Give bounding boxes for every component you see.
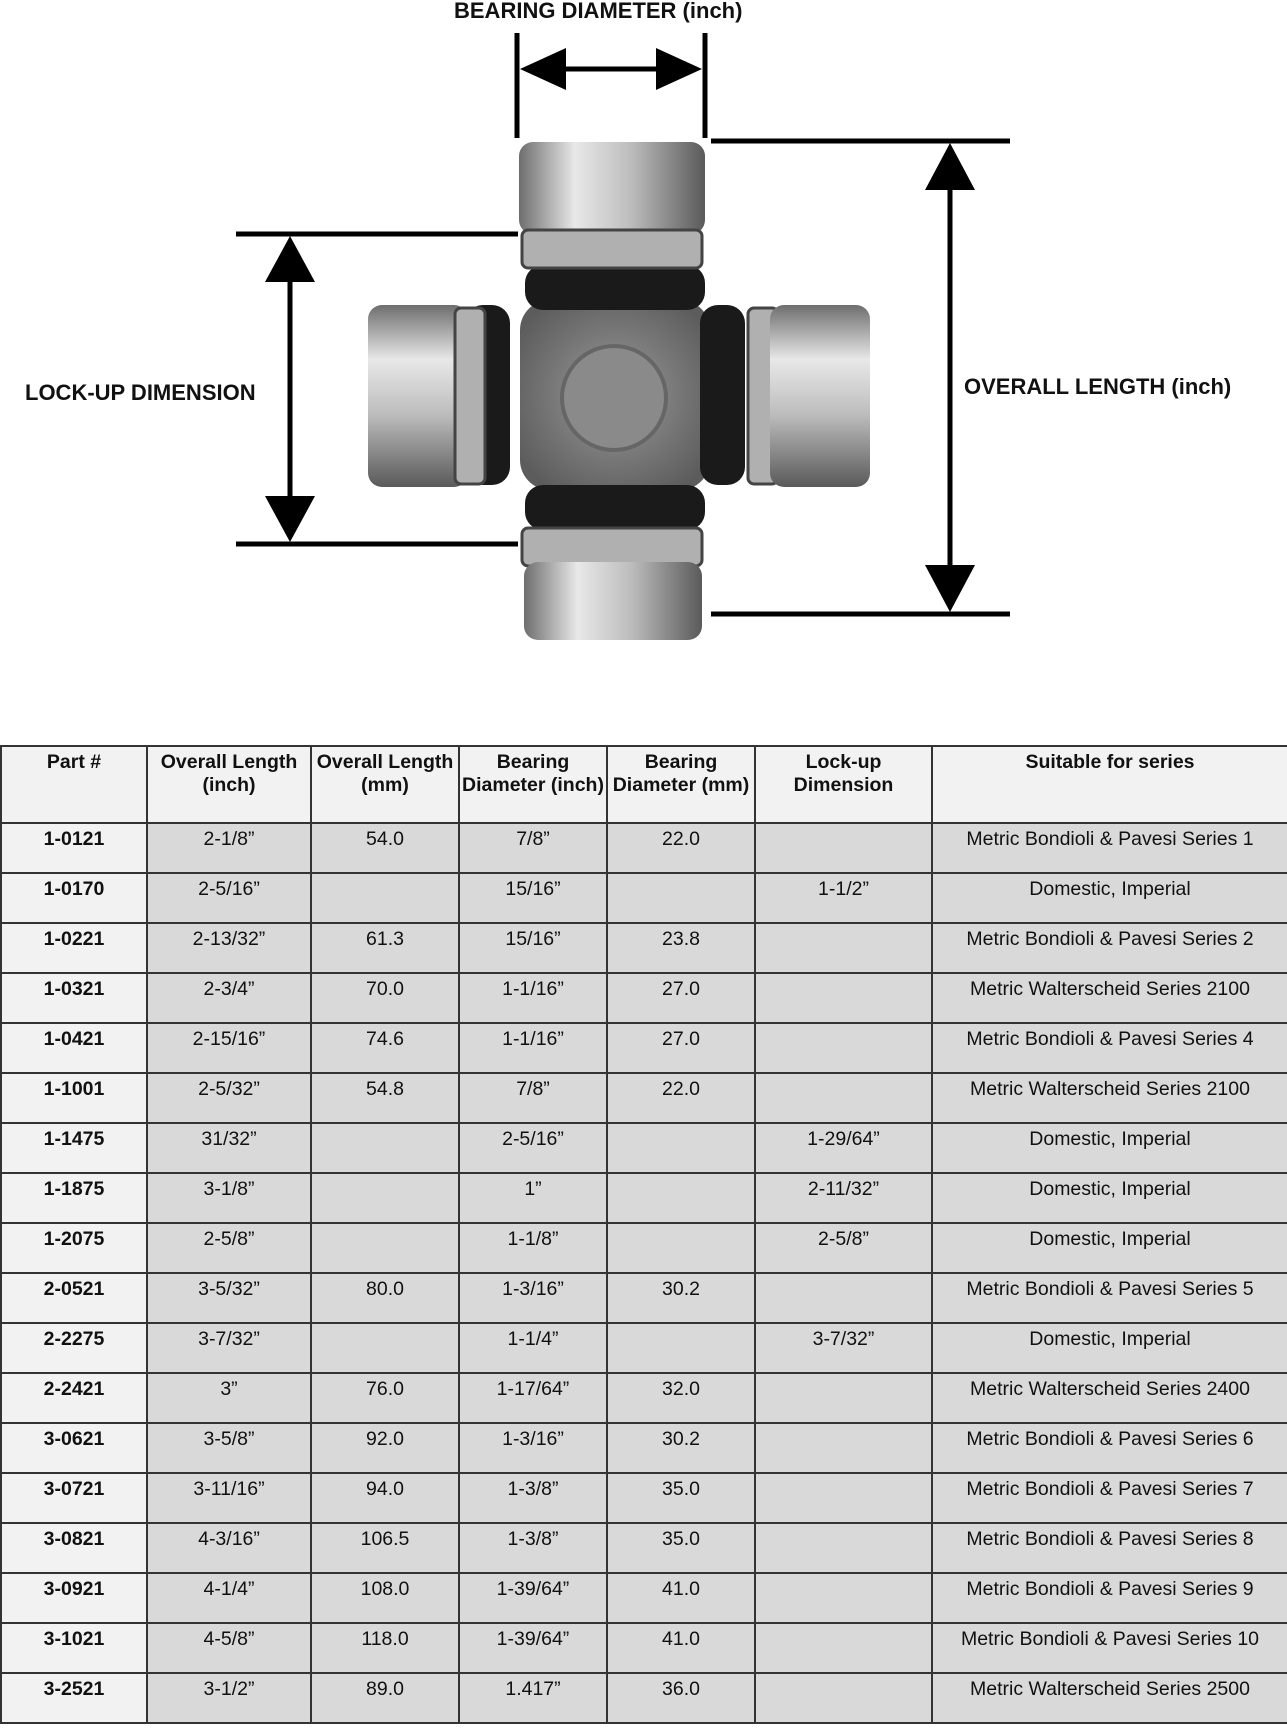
table-row [1,823,1287,873]
header-bearing-diameter-inch: Bearing Diameter (inch) [459,746,607,823]
cell-suitable-series: Metric Bondioli & Pavesi Series 9 [932,1573,1287,1623]
cell-bearing-diameter-inch: 15/16” [459,923,607,973]
cell-suitable-series: Metric Walterscheid Series 2500 [932,1673,1287,1723]
cell-overall-length-inch: 2-13/32” [147,923,311,973]
cell-overall-length-inch: 3-1/8” [147,1173,311,1223]
header-lockup-dimension: Lock-up Dimension [755,746,932,823]
table-row [1,1623,1287,1673]
cell-overall-length-mm: 108.0 [311,1573,459,1623]
cell-bearing-diameter-mm: 36.0 [607,1673,755,1723]
table-row [1,1223,1287,1273]
cell-overall-length-inch: 2-5/16” [147,873,311,923]
cell-part-number: 3-0821 [1,1523,147,1573]
cell-overall-length-inch: 3” [147,1373,311,1423]
cell-bearing-diameter-inch: 7/8” [459,1073,607,1123]
cell-part-number: 2-2275 [1,1323,147,1373]
header-overall-length-mm: Overall Length (mm) [311,746,459,823]
cell-suitable-series: Metric Bondioli & Pavesi Series 1 [932,823,1287,873]
cell-suitable-series: Metric Bondioli & Pavesi Series 2 [932,923,1287,973]
header-bearing-diameter-mm: Bearing Diameter (mm) [607,746,755,823]
cell-suitable-series: Domestic, Imperial [932,1123,1287,1173]
cell-overall-length-inch: 2-5/32” [147,1073,311,1123]
cell-overall-length-mm: 92.0 [311,1423,459,1473]
cell-overall-length-mm: 61.3 [311,923,459,973]
cell-lockup-dimension [755,1023,932,1073]
cell-lockup-dimension [755,1573,932,1623]
cell-bearing-diameter-inch: 1-3/16” [459,1423,607,1473]
specs-table [0,745,1287,1724]
table-row [1,1523,1287,1573]
table-row [1,1073,1287,1123]
cell-bearing-diameter-mm: 32.0 [607,1373,755,1423]
cell-lockup-dimension: 2-5/8” [755,1223,932,1273]
cell-overall-length-inch: 2-5/8” [147,1223,311,1273]
cell-bearing-diameter-mm: 22.0 [607,1073,755,1123]
cell-part-number: 1-0221 [1,923,147,973]
table-row [1,1173,1287,1223]
cell-bearing-diameter-mm [607,1173,755,1223]
cell-bearing-diameter-inch: 1-3/8” [459,1473,607,1523]
cell-overall-length-mm: 70.0 [311,973,459,1023]
header-overall-length-inch: Overall Length (inch) [147,746,311,823]
cell-overall-length-mm: 54.8 [311,1073,459,1123]
cell-overall-length-mm: 89.0 [311,1673,459,1723]
cell-part-number: 1-1875 [1,1173,147,1223]
table-header-row [1,746,1287,823]
bearing-diameter-label: BEARING DIAMETER (inch) [454,0,743,23]
cell-part-number: 2-2421 [1,1373,147,1423]
cell-bearing-diameter-mm: 35.0 [607,1523,755,1573]
cell-lockup-dimension [755,1523,932,1573]
cell-overall-length-mm [311,1123,459,1173]
cell-bearing-diameter-inch: 2-5/16” [459,1123,607,1173]
cell-bearing-diameter-mm: 23.8 [607,923,755,973]
cell-lockup-dimension [755,823,932,873]
cell-part-number: 1-1001 [1,1073,147,1123]
cell-suitable-series: Metric Bondioli & Pavesi Series 5 [932,1273,1287,1323]
cell-overall-length-inch: 2-3/4” [147,973,311,1023]
cell-overall-length-inch: 2-1/8” [147,823,311,873]
lockup-dimension-label: LOCK-UP DIMENSION [25,380,256,405]
cell-bearing-diameter-inch: 1-1/8” [459,1223,607,1273]
cell-bearing-diameter-mm: 30.2 [607,1423,755,1473]
cell-bearing-diameter-mm: 27.0 [607,973,755,1023]
cell-bearing-diameter-inch: 1.417” [459,1673,607,1723]
cell-part-number: 1-0421 [1,1023,147,1073]
cell-lockup-dimension [755,1273,932,1323]
cell-lockup-dimension [755,1673,932,1723]
cell-lockup-dimension: 1-29/64” [755,1123,932,1173]
cell-bearing-diameter-inch: 1” [459,1173,607,1223]
cell-lockup-dimension [755,1473,932,1523]
cell-part-number: 3-0621 [1,1423,147,1473]
cell-part-number: 3-0921 [1,1573,147,1623]
table-row [1,1273,1287,1323]
cell-lockup-dimension [755,923,932,973]
cell-bearing-diameter-mm [607,1323,755,1373]
cell-lockup-dimension [755,973,932,1023]
table-row [1,1573,1287,1623]
cell-lockup-dimension: 1-1/2” [755,873,932,923]
cell-suitable-series: Metric Bondioli & Pavesi Series 6 [932,1423,1287,1473]
cell-overall-length-inch: 3-1/2” [147,1673,311,1723]
cell-part-number: 1-0321 [1,973,147,1023]
table-row [1,873,1287,923]
cell-bearing-diameter-mm: 35.0 [607,1473,755,1523]
cell-overall-length-mm: 80.0 [311,1273,459,1323]
cell-overall-length-inch: 3-5/8” [147,1423,311,1473]
cell-lockup-dimension [755,1373,932,1423]
cell-bearing-diameter-inch: 7/8” [459,823,607,873]
cell-part-number: 1-0170 [1,873,147,923]
cell-overall-length-inch: 4-3/16” [147,1523,311,1573]
cell-suitable-series: Metric Walterscheid Series 2400 [932,1373,1287,1423]
cell-overall-length-mm [311,873,459,923]
table-row [1,973,1287,1023]
cell-bearing-diameter-inch: 1-1/4” [459,1323,607,1373]
cell-overall-length-inch: 2-15/16” [147,1023,311,1073]
header-suitable-series: Suitable for series [932,746,1287,823]
table-row [1,1023,1287,1073]
cell-bearing-diameter-inch: 1-39/64” [459,1573,607,1623]
cell-overall-length-mm: 106.5 [311,1523,459,1573]
cell-overall-length-inch: 3-5/32” [147,1273,311,1323]
cell-part-number: 1-0121 [1,823,147,873]
cell-lockup-dimension: 3-7/32” [755,1323,932,1373]
cell-bearing-diameter-inch: 1-17/64” [459,1373,607,1423]
table-row [1,1473,1287,1523]
cell-bearing-diameter-mm: 41.0 [607,1573,755,1623]
cell-suitable-series: Metric Walterscheid Series 2100 [932,973,1287,1023]
cell-overall-length-mm [311,1223,459,1273]
cell-overall-length-inch: 3-11/16” [147,1473,311,1523]
cell-bearing-diameter-mm: 30.2 [607,1273,755,1323]
cell-bearing-diameter-inch: 1-1/16” [459,973,607,1023]
cell-bearing-diameter-mm: 41.0 [607,1623,755,1673]
cell-lockup-dimension [755,1423,932,1473]
cell-part-number: 3-1021 [1,1623,147,1673]
cell-overall-length-mm: 74.6 [311,1023,459,1073]
cell-bearing-diameter-mm [607,873,755,923]
cell-suitable-series: Metric Bondioli & Pavesi Series 8 [932,1523,1287,1573]
table-row [1,1323,1287,1373]
cell-lockup-dimension: 2-11/32” [755,1173,932,1223]
cell-suitable-series: Domestic, Imperial [932,1323,1287,1373]
cell-suitable-series: Domestic, Imperial [932,1173,1287,1223]
cell-overall-length-inch: 3-7/32” [147,1323,311,1373]
cell-bearing-diameter-inch: 1-3/8” [459,1523,607,1573]
cell-bearing-diameter-inch: 1-1/16” [459,1023,607,1073]
table-row [1,1673,1287,1723]
cell-overall-length-mm: 54.0 [311,823,459,873]
cell-overall-length-inch: 4-1/4” [147,1573,311,1623]
cell-overall-length-mm [311,1323,459,1373]
cell-overall-length-mm: 94.0 [311,1473,459,1523]
table-row [1,923,1287,973]
table-row [1,1373,1287,1423]
cell-overall-length-mm [311,1173,459,1223]
cell-part-number: 3-0721 [1,1473,147,1523]
cell-bearing-diameter-mm [607,1223,755,1273]
cell-overall-length-inch: 31/32” [147,1123,311,1173]
cell-lockup-dimension [755,1623,932,1673]
cell-overall-length-inch: 4-5/8” [147,1623,311,1673]
cell-part-number: 1-1475 [1,1123,147,1173]
cell-suitable-series: Metric Walterscheid Series 2100 [932,1073,1287,1123]
u-joint-diagram [0,0,1287,700]
u-joint-image [368,142,870,640]
cell-bearing-diameter-inch: 1-39/64” [459,1623,607,1673]
cell-suitable-series: Metric Bondioli & Pavesi Series 4 [932,1023,1287,1073]
cell-overall-length-mm: 118.0 [311,1623,459,1673]
table-row [1,1123,1287,1173]
cell-bearing-diameter-inch: 1-3/16” [459,1273,607,1323]
cell-bearing-diameter-mm: 27.0 [607,1023,755,1073]
cell-bearing-diameter-mm: 22.0 [607,823,755,873]
cell-bearing-diameter-mm [607,1123,755,1173]
cell-suitable-series: Domestic, Imperial [932,873,1287,923]
cell-suitable-series: Metric Bondioli & Pavesi Series 10 [932,1623,1287,1673]
cell-part-number: 3-2521 [1,1673,147,1723]
overall-length-label: OVERALL LENGTH (inch) [964,374,1232,399]
cell-lockup-dimension [755,1073,932,1123]
cell-suitable-series: Metric Bondioli & Pavesi Series 7 [932,1473,1287,1523]
cell-suitable-series: Domestic, Imperial [932,1223,1287,1273]
cell-overall-length-mm: 76.0 [311,1373,459,1423]
table-row [1,1423,1287,1473]
cell-part-number: 1-2075 [1,1223,147,1273]
header-part-number: Part # [1,746,147,823]
cell-bearing-diameter-inch: 15/16” [459,873,607,923]
cell-part-number: 2-0521 [1,1273,147,1323]
